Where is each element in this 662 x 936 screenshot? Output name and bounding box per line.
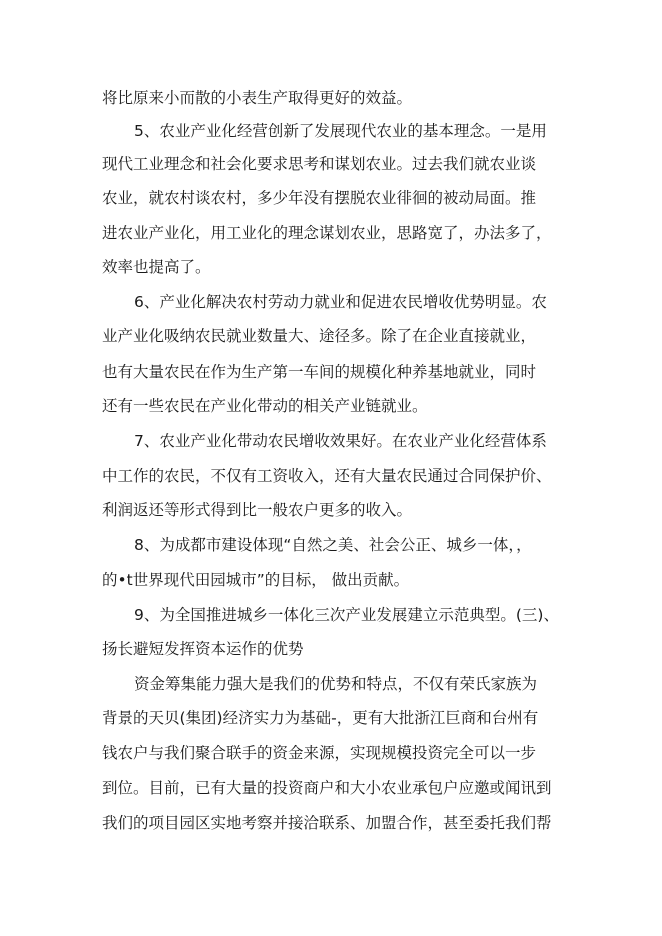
text-line: 利润返还等形式得到比一般农户更多的收入。 — [102, 501, 413, 519]
text-line: 也有大量农民在作为生产第一车间的规模化种养基地就业，同时 — [102, 363, 537, 381]
text-line: 我们的项目园区实地考察并接洽联系、加盟合作，甚至委托我们帮 — [102, 814, 552, 832]
text-line: 扬长避短发挥资本运作的优势 — [102, 640, 304, 658]
text-line: 7、农业产业化带动农民增收效果好。在农业产业化经营体系 — [134, 432, 547, 450]
text-line: 8、为成都市建设体现“自然之美、社会公正、城乡一体，， — [134, 536, 532, 554]
text-line: 资金筹集能力强大是我们的优势和特点，不仅有荣氏家族为 — [134, 675, 538, 693]
text-line: 中工作的农民，不仅有工资收入，还有大量农民通过合同保护价、 — [102, 467, 552, 485]
text-line: 9、为全国推进城乡一体化三次产业发展建立示范典型。(三)、 — [134, 606, 559, 624]
text-line: 农业，就农村谈农村，多少年没有摆脱农业徘徊的被动局面。推 — [102, 189, 537, 207]
text-line: 5、农业产业化经营创新了发展现代农业的基本理念。一是用 — [134, 122, 547, 140]
text-line: 将比原来小而散的小表生产取得更好的效益。 — [102, 89, 413, 107]
text-line: 还有一些农民在产业化带动的相关产业链就业。 — [102, 397, 428, 415]
text-line: 背景的天贝(集团)经济实力为基础-，更有大批浙江巨商和台州有 — [102, 709, 539, 727]
text-line: 到位。目前，已有大量的投资商户和大小农业承包户应邀或闻讯到 — [102, 779, 552, 797]
text-line: 现代工业理念和社会化要求思考和谋划农业。过去我们就农业谈 — [102, 155, 537, 173]
text-line: 业产业化吸纳农民就业数量大、途径多。除了在企业直接就业， — [102, 327, 537, 345]
text-line: 效率也提高了。 — [102, 258, 211, 276]
text-line: 进农业产业化，用工业化的理念谋划农业，思路宽了，办法多了， — [102, 224, 552, 242]
text-line: 钱农户与我们聚合联手的资金来源，实现规模投资完全可以一步 — [102, 744, 537, 762]
text-line: 的•t世界现代田园城市”的目标， 做出贡献。 — [102, 571, 410, 589]
text-line: 6、产业化解决农村劳动力就业和促进农民增收优势明显。农 — [134, 293, 547, 311]
